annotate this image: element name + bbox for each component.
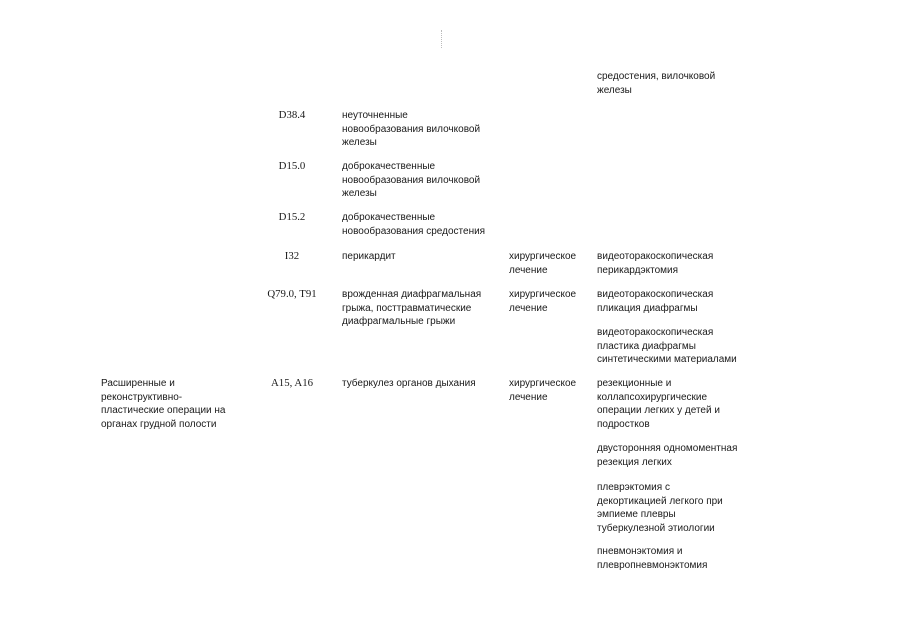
method-cell: видеоторакоскопическая пластика диафрагмы синтетическими материалами — [597, 327, 737, 366]
code-cell: I32 — [284, 250, 300, 262]
method-cell: видеоторакоскопическая перикардэктомия — [597, 251, 714, 276]
treatment-cell: хирургическое лечение — [509, 289, 577, 314]
treatment-cell: хирургическое лечение — [509, 251, 577, 276]
diagnosis-cell: доброкачественные новообразования средостения — [342, 212, 486, 237]
section-cell: Расширенные и реконструктивно- пластические операции на органах грудной полости — [101, 378, 226, 430]
code-cell: A15, A16 — [271, 377, 313, 389]
diagnosis-cell: перикардит — [342, 251, 396, 262]
diagnosis-cell: туберкулез органов дыхания — [342, 378, 476, 389]
method-cell: пневмонэктомия и плевропневмонэктомия — [597, 546, 708, 571]
scan-artifact — [441, 30, 443, 48]
treatment-cell: хирургическое лечение — [509, 378, 577, 403]
method-cell: резекционные и коллапсохирургические операции легких у детей и подростков — [597, 378, 720, 430]
diagnosis-cell: доброкачественные новообразования вилочковой железы — [342, 161, 481, 200]
code-cell: D38.4 — [278, 109, 306, 121]
method-cell: плеврэктомия с декортикацией легкого при эмпиеме плевры туберкулезной этиологии — [597, 482, 723, 534]
code-cell: D15.2 — [278, 211, 306, 223]
method-cell: видеоторакоскопическая пликация диафрагмы — [597, 289, 714, 314]
diagnosis-cell: врожденная диафрагмальная грыжа, посттравматические диафрагмальные грыжи — [342, 289, 482, 328]
code-cell: D15.0 — [278, 160, 306, 172]
method-cell: двусторонняя одномоментная резекция легких — [597, 443, 738, 468]
method-cell: средостения, вилочковой железы — [597, 71, 716, 96]
diagnosis-cell: неуточненные новообразования вилочковой железы — [342, 110, 481, 149]
code-cell: Q79.0, T91 — [267, 288, 317, 300]
